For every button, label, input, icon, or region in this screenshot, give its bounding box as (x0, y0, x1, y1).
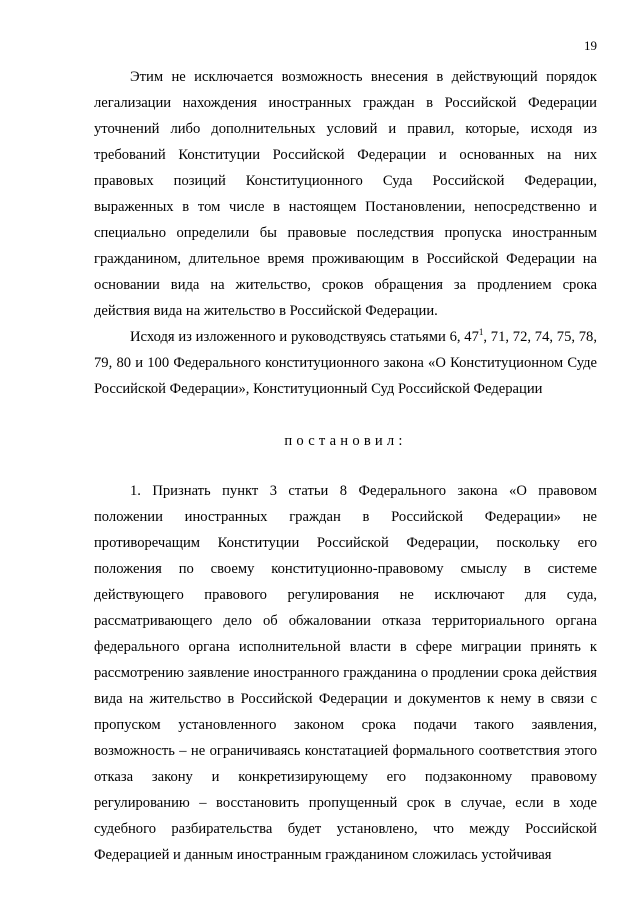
page-number: 19 (584, 38, 597, 53)
paragraph-resolution-point-1: 1. Признать пункт 3 статьи 8 Федерального закона «О правовом положении иностранных граждан в Российской Федерации» не противоречащим Конституции Российской Федерации, поскольку его положения по своему конституционно-правовому смыслу в системе действующего правового регулирования не исключают для суда, рассматривающего дело об обжаловании отказа территориального органа федерального органа исполнительной власти в сфере миграции принять к рассмотрению заявление иностранного гражданина о продлении срока действия вида на жительство в Российской Федерации и документов к нему в связи с пропуском установленного законом срока подачи такого заявления, возможность – не ограничиваясь констатацией формального соответствия этого отказа закону и конкретизирующему его подзаконному правовому регулированию – восстановить пропущенный срок в случае, если в ходе судебного разбирательства будет установлено, что между Российской Федерацией и данным иностранным гражданином сложилась устойчивая (94, 483, 597, 863)
resolution-heading: постановил: (284, 433, 407, 449)
document-body (94, 64, 597, 868)
article-superscript: 1 (478, 327, 484, 338)
paragraph-legal-basis (94, 324, 597, 402)
legal-basis-text-start: Исходя из изложенного и руководствуясь статьями 6, 47 (130, 329, 479, 345)
paragraph-exception-clause: Этим не исключается возможность внесения в действующий порядок легализации нахождения иностранных граждан в Российской Федерации уточнений либо дополнительных условий и правил, которые, исходя из требований Конституции Российской Федерации и основанных на них правовых позиций Конституционного Суда Российской Федерации, выраженных в том числе в настоящем Постановлении, непосредственно и специально определили бы правовые последствия пропуска иностранным гражданином, длительное время проживающим в Российской Федерации на основании вида на жительство, сроков обращения за продлением срока действия вида на жительство в Российской Федерации. (94, 69, 597, 319)
legal-basis-text-end: , 71, 72, 74, 75, 78, 79, 80 и 100 Федерального конституционного закона «О Конституционном Суде Российской Федерации», Конституционный Суд Российской Федерации (94, 329, 598, 397)
